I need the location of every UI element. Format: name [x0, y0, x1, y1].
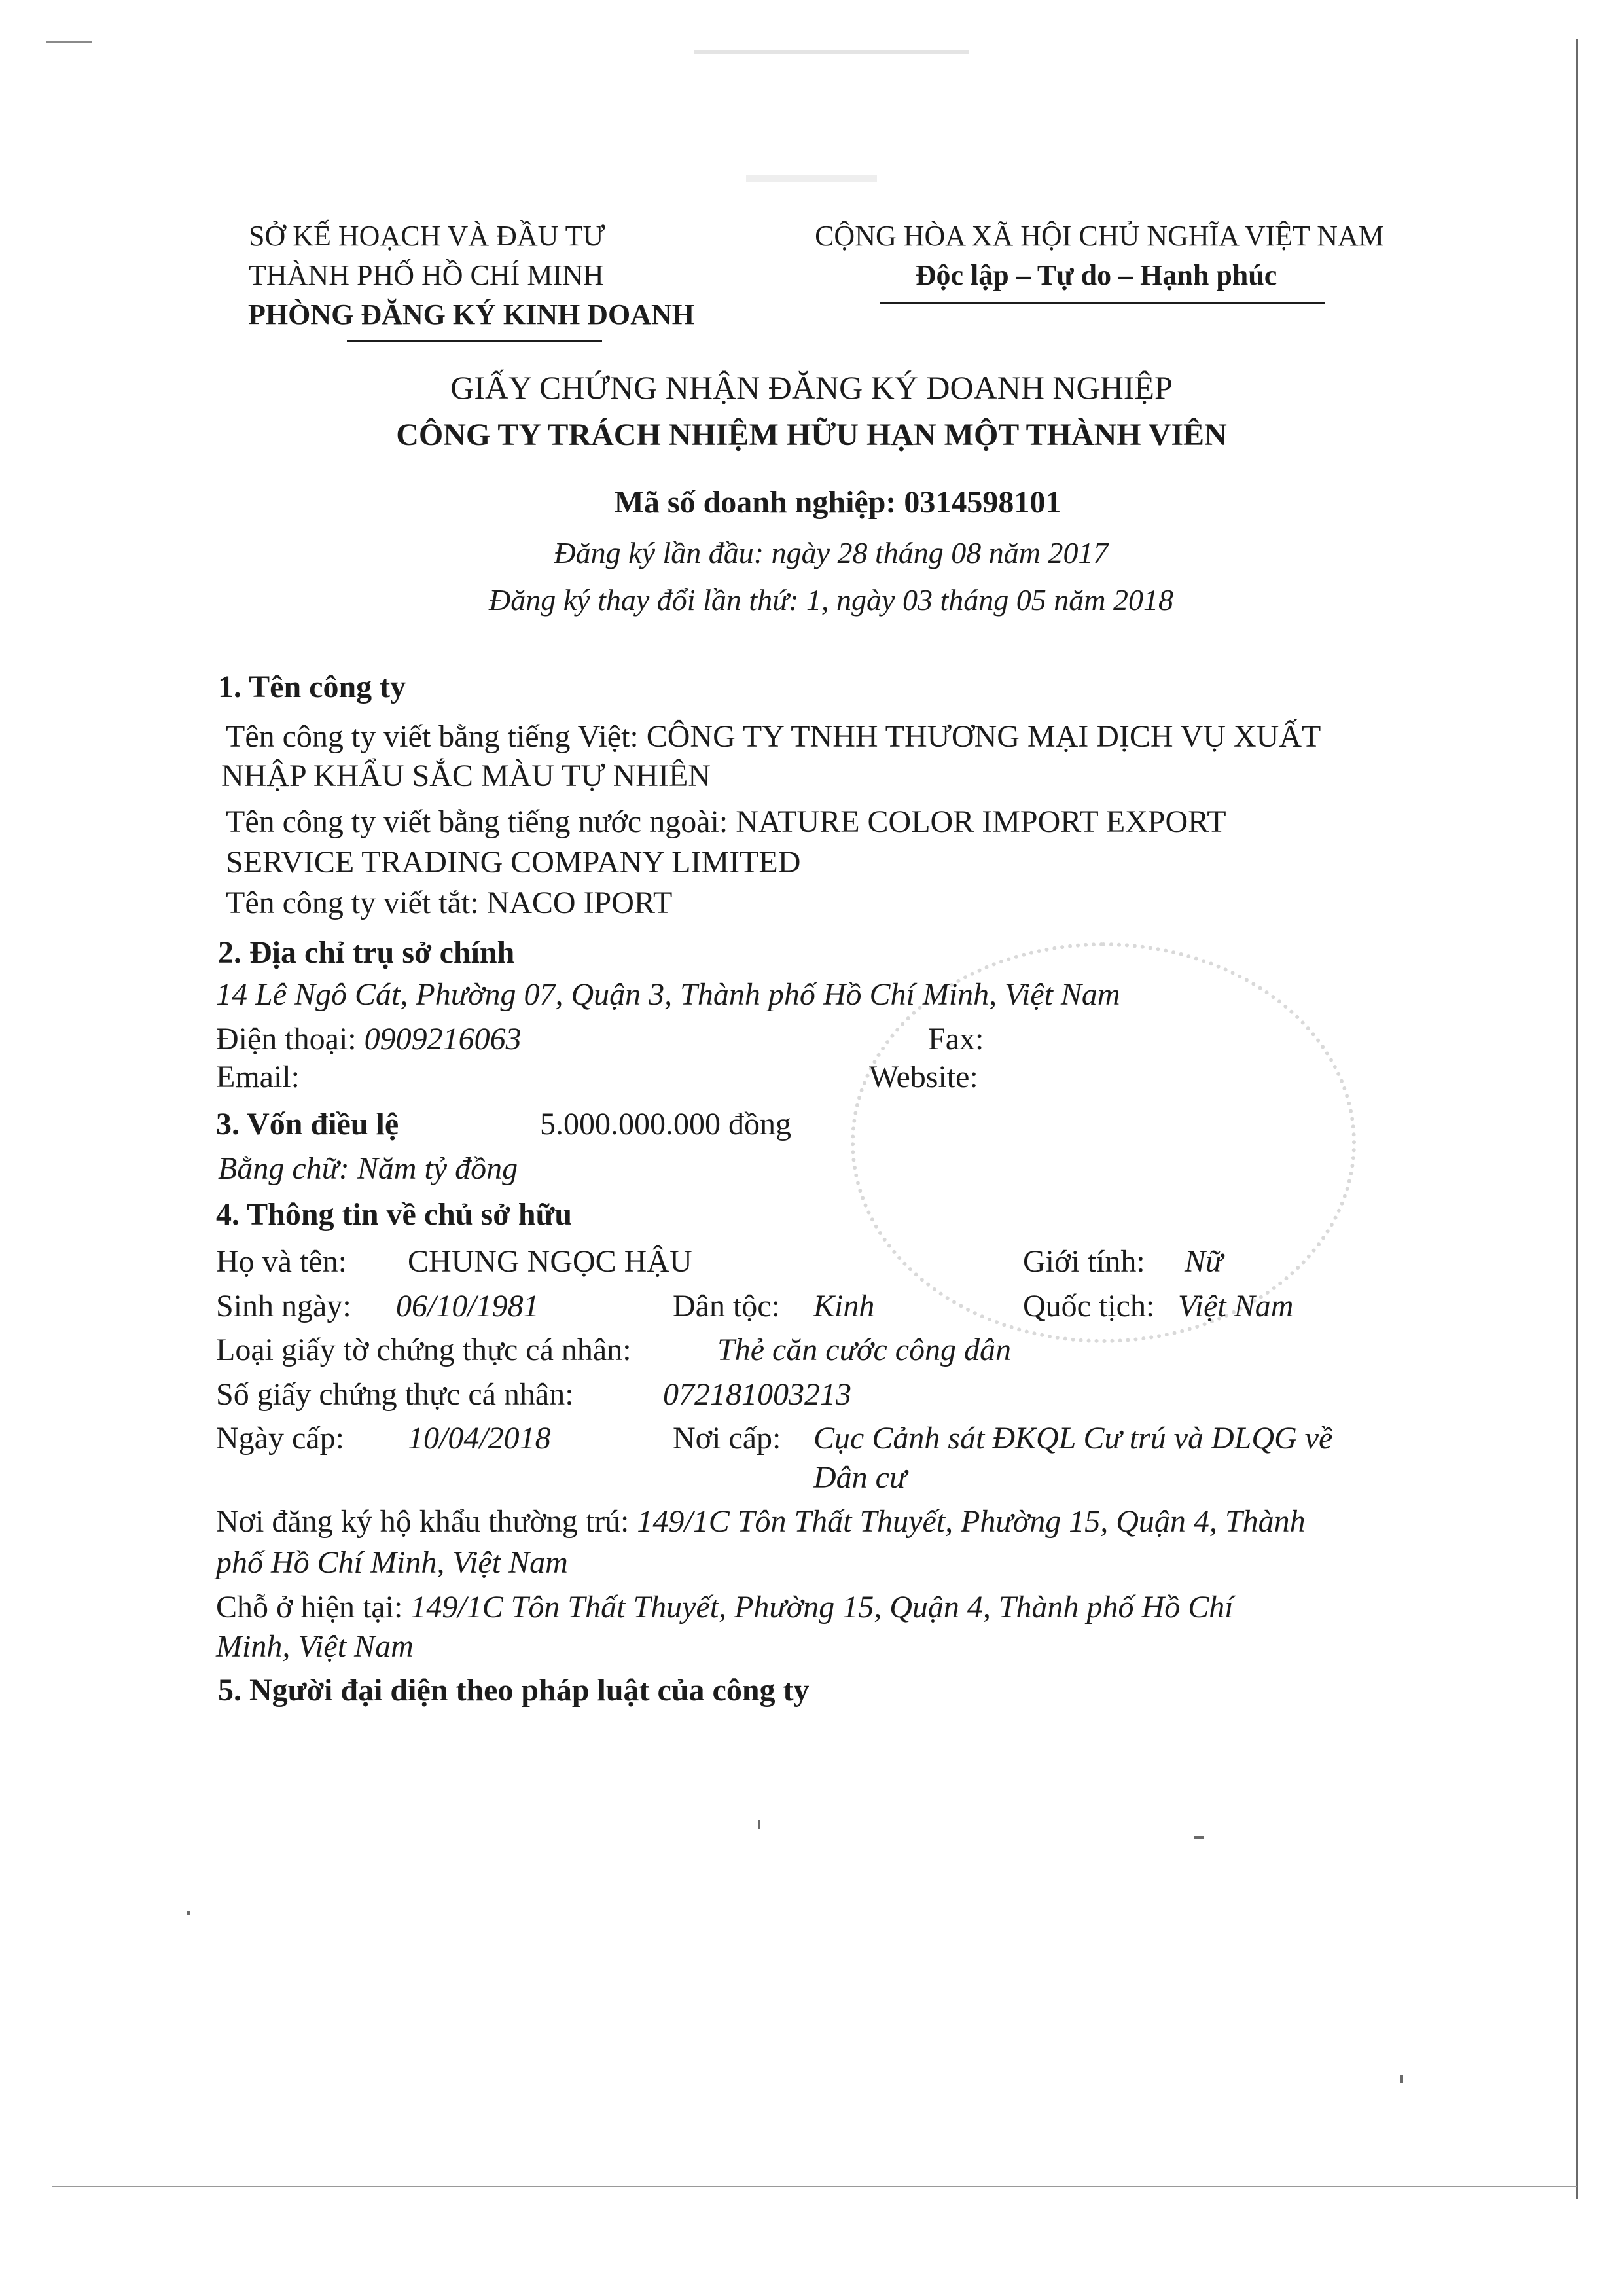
issue-place-value-cont: Dân cư — [813, 1460, 907, 1495]
permanent-residence — [216, 1503, 1306, 1539]
phone-row — [216, 1021, 522, 1057]
website-label: Website: — [869, 1060, 978, 1094]
head-office-address: 14 Lê Ngô Cát, Phường 07, Quận 3, Thành phố Hồ Chí Minh, Việt Nam — [216, 977, 1120, 1012]
current-residence-value: 149/1C Tôn Thất Thuyết, Phường 15, Quận 4, Thành phố Hồ Chí — [410, 1590, 1234, 1624]
charter-capital-amount: 5.000.000.000 đồng — [540, 1107, 791, 1141]
dob-value: 06/10/1981 — [396, 1289, 539, 1323]
phone-value: 0909216063 — [364, 1022, 522, 1056]
issue-place-value: Cục Cảnh sát ĐKQL Cư trú và DLQG về — [813, 1421, 1333, 1456]
company-short-name-label: Tên công ty viết tắt: — [226, 886, 487, 920]
current-residence-cont: Minh, Việt Nam — [216, 1629, 414, 1664]
current-residence — [216, 1589, 1234, 1625]
ethnicity-value: Kinh — [813, 1289, 875, 1323]
permanent-residence-cont: phố Hồ Chí Minh, Việt Nam — [216, 1545, 568, 1580]
scan-mark-top-center — [694, 50, 969, 54]
section-4-heading: 4. Thông tin về chủ sở hữu — [216, 1197, 573, 1232]
current-residence-label: Chỗ ở hiện tại: — [216, 1590, 411, 1624]
company-name-foreign-cont: SERVICE TRADING COMPANY LIMITED — [226, 845, 801, 880]
scan-speck-4 — [1400, 2075, 1403, 2083]
section-3-heading: 3. Vốn điều lệ — [216, 1107, 399, 1141]
company-short-name — [226, 885, 672, 921]
scan-mark-smudge — [746, 175, 877, 182]
id-type-label: Loại giấy tờ chứng thực cá nhân: — [216, 1333, 632, 1367]
scan-border-right — [1576, 39, 1578, 2199]
company-name-foreign-label: Tên công ty viết bằng tiếng nước ngoài: — [226, 804, 736, 839]
company-name-foreign-value: NATURE COLOR IMPORT EXPORT — [736, 804, 1226, 839]
id-type-value: Thẻ căn cước công dân — [717, 1333, 1012, 1367]
scan-speck-2 — [1194, 1836, 1204, 1839]
fax-label: Fax: — [928, 1022, 984, 1056]
company-name-vn-cont: NHẬP KHẨU SẮC MÀU TỰ NHIÊN — [221, 759, 711, 793]
scan-mark-top — [46, 41, 92, 43]
header-right-line1: CỘNG HÒA XÃ HỘI CHỦ NGHĨA VIỆT NAM — [815, 220, 1384, 252]
permanent-residence-label: Nơi đăng ký hộ khẩu thường trú: — [216, 1504, 637, 1539]
company-type-title: CÔNG TY TRÁCH NHIỆM HỮU HẠN MỘT THÀNH VIÊN — [396, 418, 1227, 452]
first-registration-date: Đăng ký lần đầu: ngày 28 tháng 08 năm 2017 — [554, 536, 1109, 569]
gender-value: Nữ — [1185, 1244, 1223, 1279]
owner-name-value: CHUNG NGỌC HẬU — [408, 1244, 692, 1279]
header-right-underline — [880, 302, 1325, 304]
nationality-label: Quốc tịch: — [1023, 1289, 1155, 1323]
owner-name-label: Họ và tên: — [216, 1244, 347, 1279]
issue-place-label: Nơi cấp: — [673, 1421, 781, 1456]
company-name-vn-value: CÔNG TY TNHH THƯƠNG MẠI DỊCH VỤ XUẤT — [646, 719, 1321, 754]
issue-date-label: Ngày cấp: — [216, 1421, 344, 1456]
change-registration-date: Đăng ký thay đổi lần thứ: 1, ngày 03 tháng 05 năm 2018 — [489, 583, 1173, 617]
email-label: Email: — [216, 1060, 300, 1094]
scan-border-bottom — [52, 2186, 1577, 2187]
gender-label: Giới tính: — [1023, 1244, 1145, 1279]
scan-speck-1 — [758, 1820, 760, 1829]
phone-label: Điện thoại: — [216, 1022, 365, 1056]
company-short-name-value: NACO IPORT — [486, 886, 673, 920]
header-right-motto: Độc lập – Tự do – Hạnh phúc — [915, 259, 1277, 291]
id-number-value: 072181003213 — [663, 1377, 851, 1412]
section-5-heading: 5. Người đại diện theo pháp luật của công ty — [218, 1673, 810, 1708]
nationality-value: Việt Nam — [1178, 1289, 1294, 1323]
issue-date-value: 10/04/2018 — [408, 1421, 551, 1456]
document-title: GIẤY CHỨNG NHẬN ĐĂNG KÝ DOANH NGHIỆP — [450, 369, 1173, 406]
enterprise-code: Mã số doanh nghiệp: 0314598101 — [614, 485, 1061, 520]
section-2-heading: 2. Địa chỉ trụ sở chính — [218, 935, 515, 970]
permanent-residence-value: 149/1C Tôn Thất Thuyết, Phường 15, Quận 4, Thành — [637, 1504, 1306, 1539]
header-left-line3: PHÒNG ĐĂNG KÝ KINH DOANH — [248, 298, 694, 331]
company-name-vn — [226, 719, 1321, 755]
scan-speck-3 — [187, 1911, 190, 1915]
charter-capital-words: Bằng chữ: Năm tỷ đồng — [218, 1151, 518, 1186]
ethnicity-label: Dân tộc: — [673, 1289, 780, 1323]
header-left-line2: THÀNH PHỐ HỒ CHÍ MINH — [249, 259, 604, 291]
header-left-underline — [347, 340, 602, 342]
dob-label: Sinh ngày: — [216, 1289, 351, 1323]
id-number-label: Số giấy chứng thực cá nhân: — [216, 1377, 574, 1412]
header-left-line1: SỞ KẾ HOẠCH VÀ ĐẦU TƯ — [249, 220, 605, 252]
company-name-vn-label: Tên công ty viết bằng tiếng Việt: — [226, 719, 647, 754]
section-1-heading: 1. Tên công ty — [218, 670, 406, 704]
company-name-foreign — [226, 804, 1226, 840]
